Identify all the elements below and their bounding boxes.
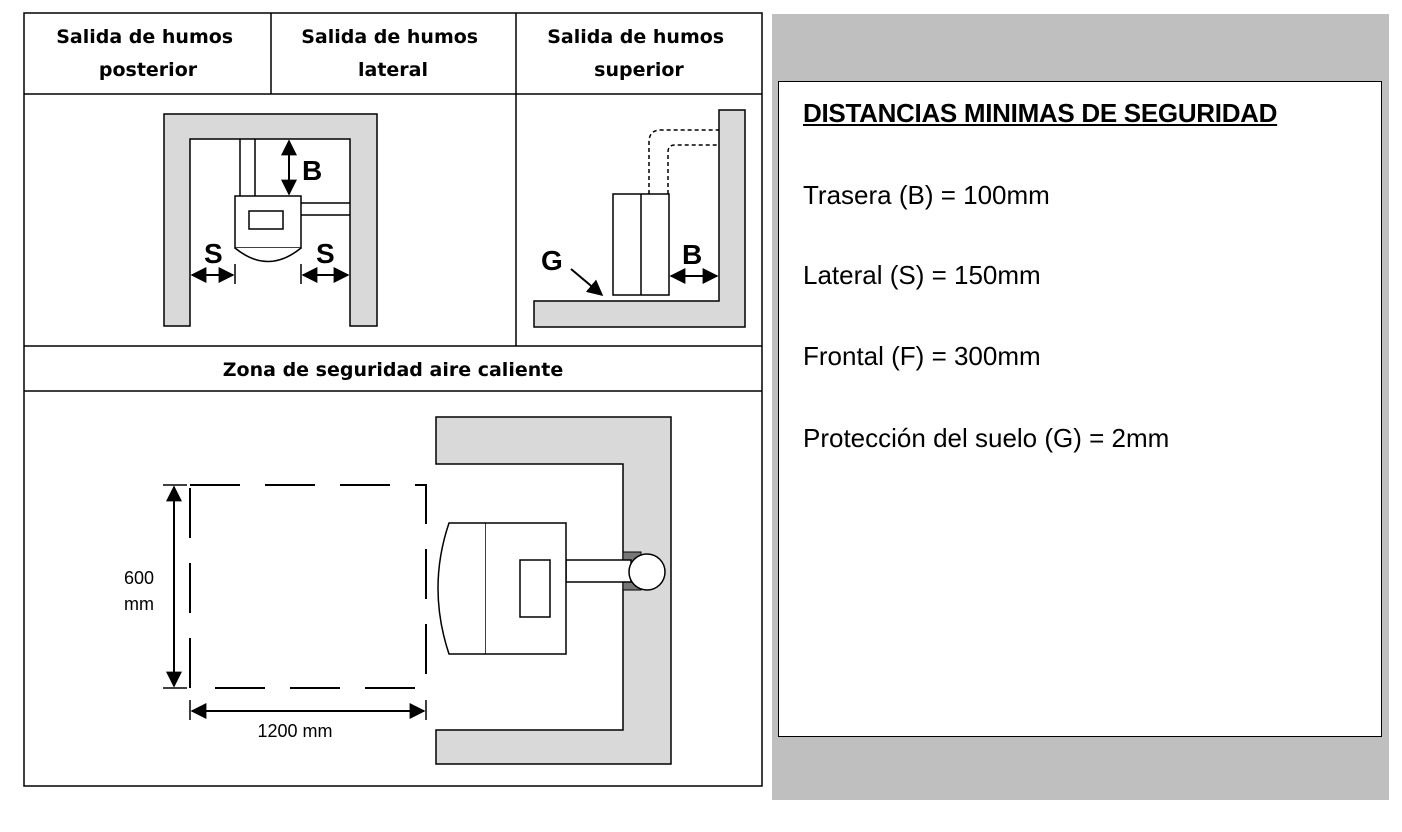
header-top-exhaust xyxy=(547,26,731,81)
header-rear-line1: Salida de humos xyxy=(56,26,234,48)
stove-door xyxy=(235,248,301,262)
front-distance: Frontal (F) = 300mm xyxy=(803,341,1041,371)
height-unit: mm xyxy=(124,594,154,614)
header-side-line1: Salida de humos xyxy=(301,26,479,48)
stove-window xyxy=(249,211,283,229)
flue-pipe-dashed xyxy=(649,130,719,194)
rear-side-exhaust-diagram xyxy=(164,114,377,326)
height-value: 600 xyxy=(123,568,155,588)
floor-protection: Protección del suelo (G) = 2mm xyxy=(803,423,1170,453)
header-side-line2: lateral xyxy=(357,59,429,81)
side-distance: Lateral (S) = 150mm xyxy=(803,260,1041,290)
label-b-rear: B xyxy=(302,155,323,186)
stove-hatch xyxy=(520,560,550,617)
header-top-line1: Salida de humos xyxy=(547,26,725,48)
flue-outlet xyxy=(629,554,665,590)
label-s-right: S xyxy=(316,238,335,269)
safety-distances-box xyxy=(778,81,1382,737)
rear-distance: Trasera (B) = 100mm xyxy=(803,180,1050,210)
header-top-line2: superior xyxy=(594,59,684,81)
label-s-left: S xyxy=(204,238,223,269)
header-side-exhaust xyxy=(301,26,485,81)
header-rear-line2: posterior xyxy=(98,59,198,81)
safety-zone-dashed xyxy=(190,485,426,688)
safety-distances-title: DISTANCIAS MINIMAS DE SEGURIDAD xyxy=(803,98,1278,128)
info-panel xyxy=(772,14,1389,800)
flue-connector xyxy=(566,560,631,582)
header-rear-exhaust xyxy=(56,26,240,81)
label-b-top: B xyxy=(682,239,703,270)
clearance-diagram-table xyxy=(23,12,763,788)
hot-zone-title: Zona de seguridad aire caliente xyxy=(222,359,564,381)
label-g-floor: G xyxy=(541,245,563,276)
stove-door-top-view xyxy=(438,523,485,654)
top-exhaust-diagram xyxy=(534,110,745,327)
floor-pointer-arrow xyxy=(571,269,602,295)
width-label: 1200 mm xyxy=(257,721,333,741)
hot-zone-diagram xyxy=(124,417,671,764)
